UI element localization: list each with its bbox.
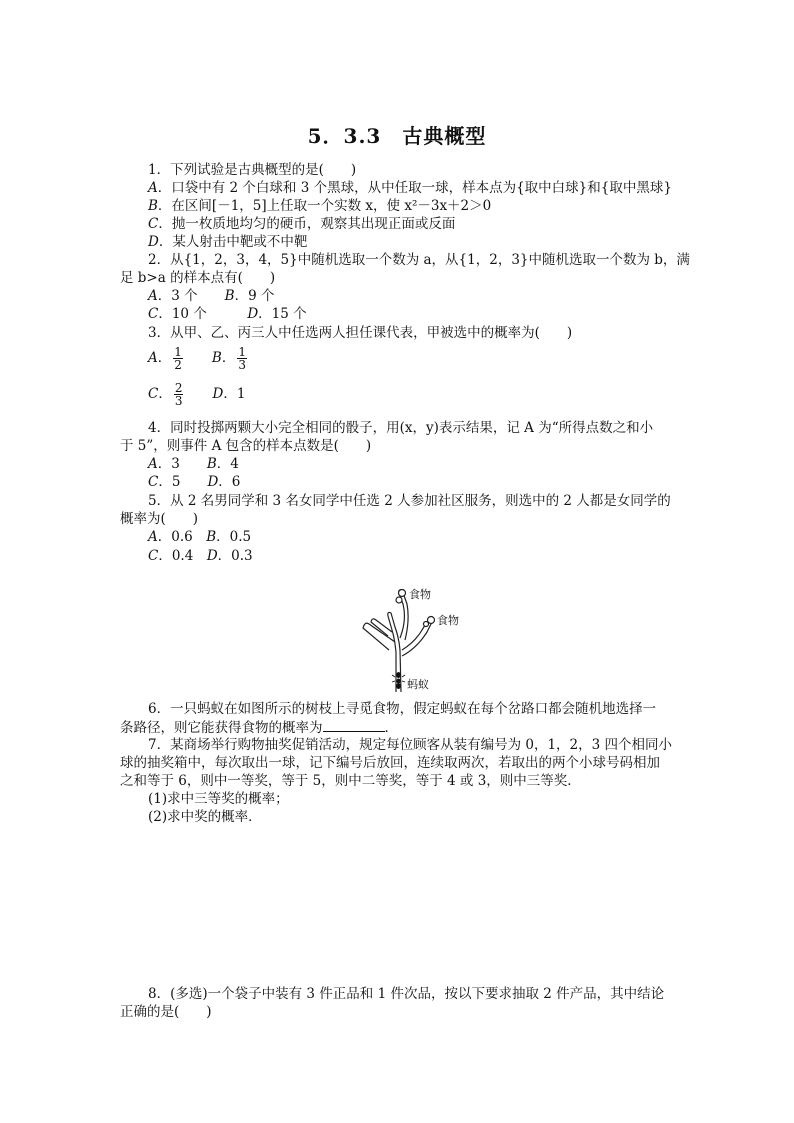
food-icon-top-2 (396, 597, 402, 603)
q6-stem-line1: 6．一只蚂蚁在如图所示的树枝上寻觅食物，假定蚂蚁在每个岔路口都会随机地选择一 (148, 701, 657, 717)
q8-stem-line2: 正确的是( ) (120, 1004, 212, 1020)
q4-options-ab: A．3 B．4 (148, 456, 239, 472)
q7-part2: (2)求中奖的概率． (148, 809, 262, 825)
q5-options-ab: A．0.6 B．0.5 (148, 529, 252, 545)
q3-options-ab: A． $\frac{1}{2}$ B． $\frac{1}{3}$ (148, 345, 246, 372)
q7-stem-line2: 球的抽奖箱中，每次取出一球，记下编号后放回，连续取两次，若取出的两个小球号码相加 (120, 755, 660, 771)
q6-stem-line2: 条路径，则它能获得食物的概率为 ． (120, 720, 398, 736)
page-title: 5．3.3 古典概型 (307, 124, 487, 148)
q1-option-b: B．在区间[－1，5]上任取一个实数 x，使 x²－3x＋2＞0 (148, 198, 492, 214)
q2-stem-line1: 2．从{1，2，3，4，5}中随机选取一个数为 a，从{1，2，3}中随机选取一个数为 b，满 (148, 252, 690, 268)
q4-stem-line2: 于 5”，则事件 A 包含的样本点数是( ) (120, 438, 372, 454)
q2-options-cd: C．10 个 D．15 个 (148, 306, 307, 322)
q1-option-d: D．某人射击中靶或不中靶 (148, 234, 308, 250)
q2-stem-line2: 足 b>a 的样本点有( ) (120, 270, 276, 286)
q8-stem-line1: 8．(多选)一个袋子中装有 3 件正品和 1 件次品，按以下要求抽取 2 件产品，其中结论 (148, 986, 665, 1002)
q5-options-cd: C．0.4 D．0.3 (148, 548, 253, 564)
q5-stem-line2: 概率为( ) (120, 511, 199, 527)
q3-fraction-a: $\frac{1}{2}$ (174, 345, 182, 372)
q7-part1: (1)求中三等奖的概率； (148, 791, 289, 807)
food-icon-right-2 (424, 622, 429, 627)
q3-options-cd: C． $\frac{2}{3}$ D．1 (148, 381, 246, 408)
ant-icon (392, 672, 405, 689)
q2-options-ab: A．3 个 B．9 个 (148, 288, 275, 304)
ant-label: 蚂蚁 (407, 678, 429, 691)
q1-stem: 1．下列试验是古典概型的是( ) (148, 162, 357, 178)
food-label-top: 食物 (409, 588, 431, 601)
q7-stem-line3: 之和等于 6，则中一等奖，等于 5，则中二等奖，等于 4 或 3，则中三等奖． (120, 773, 581, 789)
q3-fraction-b: $\frac{1}{3}$ (238, 345, 246, 372)
ant-tree-figure (355, 580, 485, 695)
q7-stem-line1: 7．某商场举行购物抽奖促销活动，规定每位顾客从装有编号为 0，1，2，3 四个相同小 (148, 737, 673, 753)
q6-answer-blank[interactable] (323, 719, 385, 732)
q5-stem-line1: 5．从 2 名男同学和 3 名女同学中任选 2 人参加社区服务，则选中的 2 人都是女同学的 (148, 493, 671, 509)
q4-options-cd: C．5 D．6 (148, 474, 241, 490)
q1-option-c: C．抛一枚质地均匀的硬币，观察其出现正面或反面 (148, 216, 456, 232)
q1-option-a: A．口袋中有 2 个白球和 3 个黑球，从中任取一球，样本点为{取中白球}和{取中黑球} (148, 180, 672, 196)
q3-stem: 3．从甲、乙、丙三人中任选两人担任课代表，甲被选中的概率为( ) (148, 325, 573, 341)
q3-fraction-c: $\frac{2}{3}$ (174, 381, 183, 408)
q4-stem-line1: 4．同时投掷两颗大小完全相同的骰子，用(x，y)表示结果，记 A 为“所得点数之和小 (148, 420, 654, 436)
food-label-right: 食物 (437, 614, 459, 627)
food-icon-top (399, 590, 406, 597)
